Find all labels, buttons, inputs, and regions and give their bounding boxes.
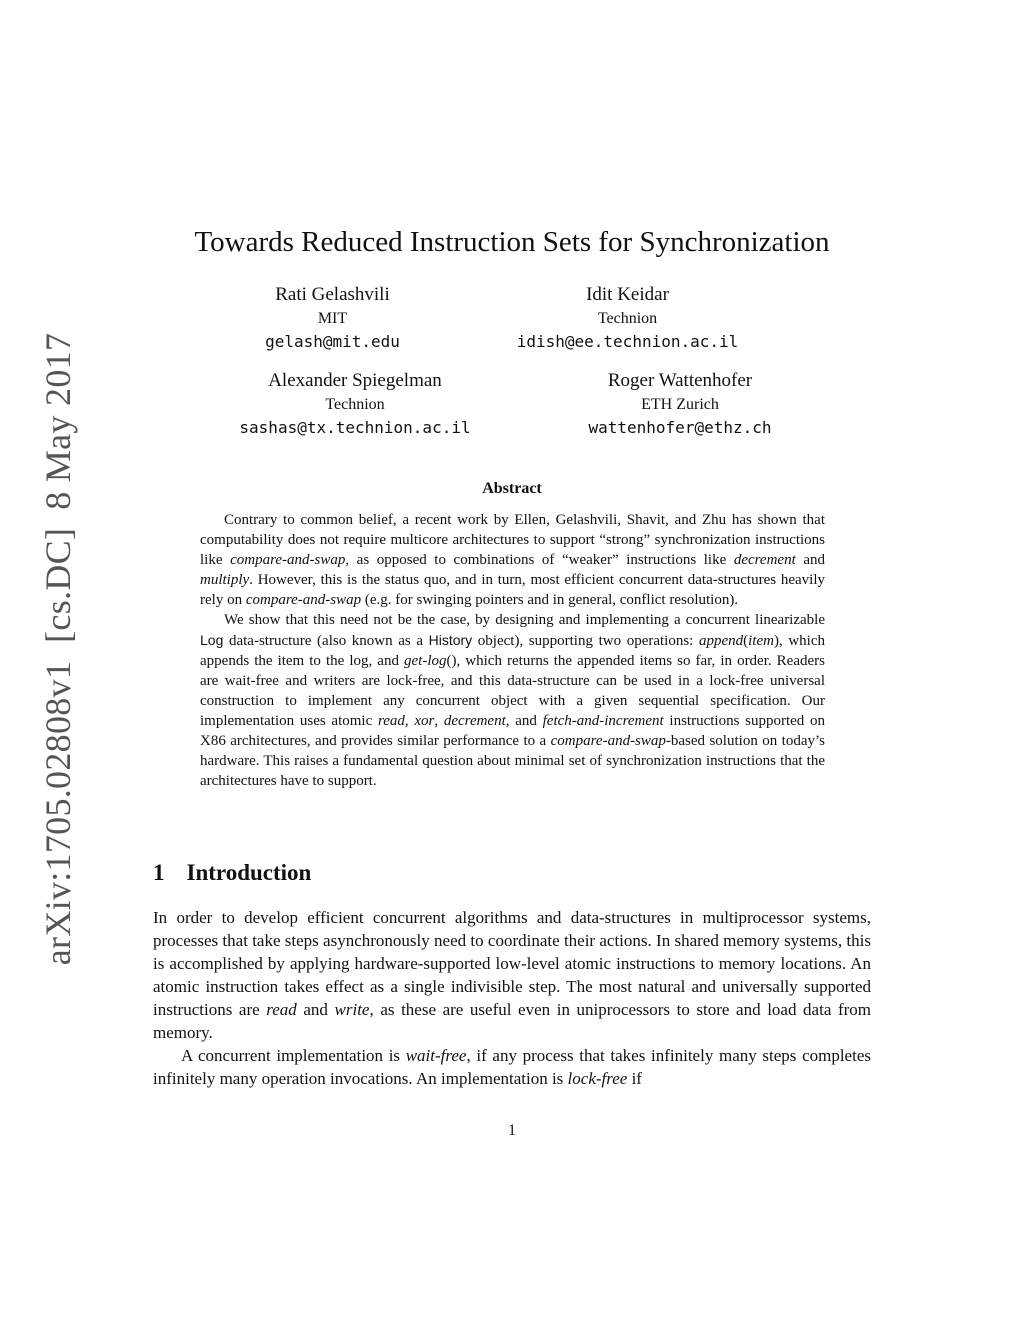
author-row xyxy=(150,282,875,354)
author-name: Rati Gelashvili xyxy=(275,284,390,305)
author-block xyxy=(150,282,875,454)
author-name: Alexander Spiegelman xyxy=(268,370,442,391)
author-email: idish@ee.technion.ac.il xyxy=(516,332,739,351)
body-paragraph: A concurrent implementation is wait-free, if any process that takes infinitely many steps completes infinitely many operation invocations. An implementation is lock-free if xyxy=(153,1046,871,1088)
paper-title: Towards Reduced Instruction Sets for Synchronization xyxy=(194,226,830,258)
arxiv-category: [cs.DC] xyxy=(38,527,78,643)
arxiv-date: 8 May 2017 xyxy=(38,332,78,510)
author-email: wattenhofer@ethz.ch xyxy=(588,418,772,437)
body-paragraph: In order to develop efficient concurrent algorithms and data-structures in multiprocessor systems, processes that take steps asynchronously need to coordinate their actions. In shared memory systems, this is accomplished by applying hardware-supported low-level atomic instructions to memory locations. An atomic instruction takes effect as a single indivisible step. The most natural and universally supported instructions are read and write, as these are useful even in uniprocessors to store and load data from memory. xyxy=(153,908,871,1042)
author-email: sashas@tx.technion.ac.il xyxy=(239,418,471,437)
abstract-body xyxy=(200,510,825,791)
author-affiliation: MIT xyxy=(317,310,348,327)
author-affiliation: ETH Zurich xyxy=(641,396,719,413)
author-email: gelash@mit.edu xyxy=(265,332,400,351)
author xyxy=(205,368,505,440)
author xyxy=(555,368,805,440)
abstract-paragraph: We show that this need not be the case, by designing and implementing a concurrent linearizable Log data-structure (also known as a History object), supporting two operations: append(item), which appends the item to the log, and get-log(), which returns the appended items so far, in order. Readers are wait-free and writers are lock-free, and this data-structure can be used in a lock-free universal construction to implement any concurrent object with a given sequential specification. Our implementation uses atomic read, xor, decrement, and fetch-and-increment instructions supported on X86 architectures, and provides similar performance to a compare-and-swap-based solution on today’s hardware. This raises a fundamental question about minimal set of synchronization instructions that the architectures have to support. xyxy=(200,612,825,789)
section-heading xyxy=(153,860,311,886)
author-row xyxy=(150,368,875,440)
arxiv-stamp xyxy=(37,315,79,965)
abstract-paragraph: Contrary to common belief, a recent work by Ellen, Gelashvili, Shavit, and Zhu has shown that computability does not require multicore architectures to support “strong” synchronization instructions like compare-and-swap, as opposed to combinations of “weaker” instructions like decrement and multiply. However, this is the status quo, and in turn, most efficient concurrent data-structures heavily rely on compare-and-swap (e.g. for swinging pointers and in general, conflict resolution). xyxy=(200,512,825,608)
abstract-heading: Abstract xyxy=(482,480,542,497)
author-name: Idit Keidar xyxy=(586,284,669,305)
author xyxy=(478,282,778,354)
arxiv-id: arXiv:1705.02808v1 xyxy=(38,660,78,966)
author-affiliation: Technion xyxy=(597,310,658,327)
author-affiliation: Technion xyxy=(325,396,385,413)
author xyxy=(208,282,458,354)
section-number: 1 xyxy=(153,860,165,885)
page-number: 1 xyxy=(508,1122,516,1139)
introduction-body xyxy=(153,906,871,1090)
section-title: Introduction xyxy=(186,860,312,885)
author-name: Roger Wattenhofer xyxy=(607,370,753,391)
